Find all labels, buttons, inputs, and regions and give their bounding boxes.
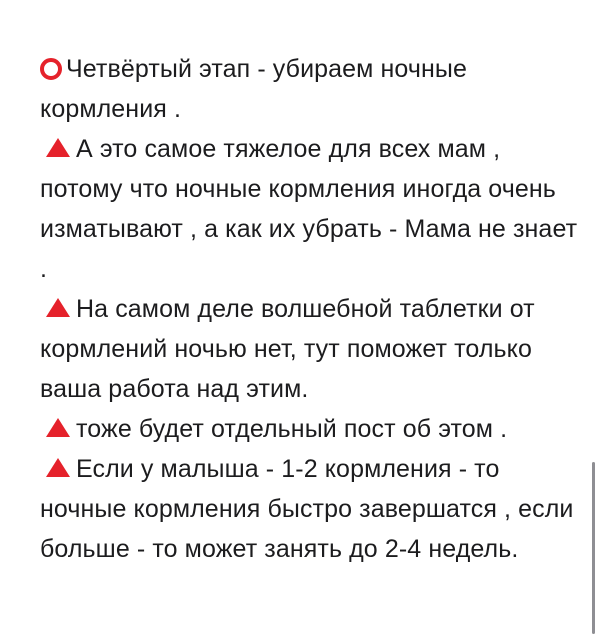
- paragraph-hardest-part: [40, 129, 580, 289]
- paragraph-text: На самом деле волшебной таблетки от кормлений ночью нет, тут поможет только ваша работа над этим.: [40, 295, 535, 403]
- red-triangle-icon: [46, 298, 70, 317]
- paragraph-stage-four: [40, 49, 580, 129]
- paragraph-duration: [40, 449, 580, 569]
- paragraph-text: А это самое тяжелое для всех мам , потому что ночные кормления иногда очень изматывают , а как их убрать - Мама не знает .: [40, 135, 578, 283]
- note-body[interactable]: [40, 49, 580, 569]
- red-triangle-icon: [46, 418, 70, 437]
- paragraph-text: тоже будет отдельный пост об этом .: [76, 415, 508, 443]
- paragraph-text: Если у малыша - 1-2 кормления - то ночные кормления быстро завершатся , если больше - то может занять до 2-4 недель.: [40, 455, 574, 563]
- red-triangle-icon: [46, 138, 70, 157]
- vertical-scrollbar[interactable]: [592, 462, 595, 634]
- paragraph-no-magic-pill: [40, 289, 580, 409]
- paragraph-text: Четвёртый этап - убираем ночные кормления .: [40, 55, 467, 123]
- hollow-red-circle-icon: [40, 58, 62, 80]
- red-triangle-icon: [46, 458, 70, 477]
- paragraph-separate-post: [40, 409, 580, 449]
